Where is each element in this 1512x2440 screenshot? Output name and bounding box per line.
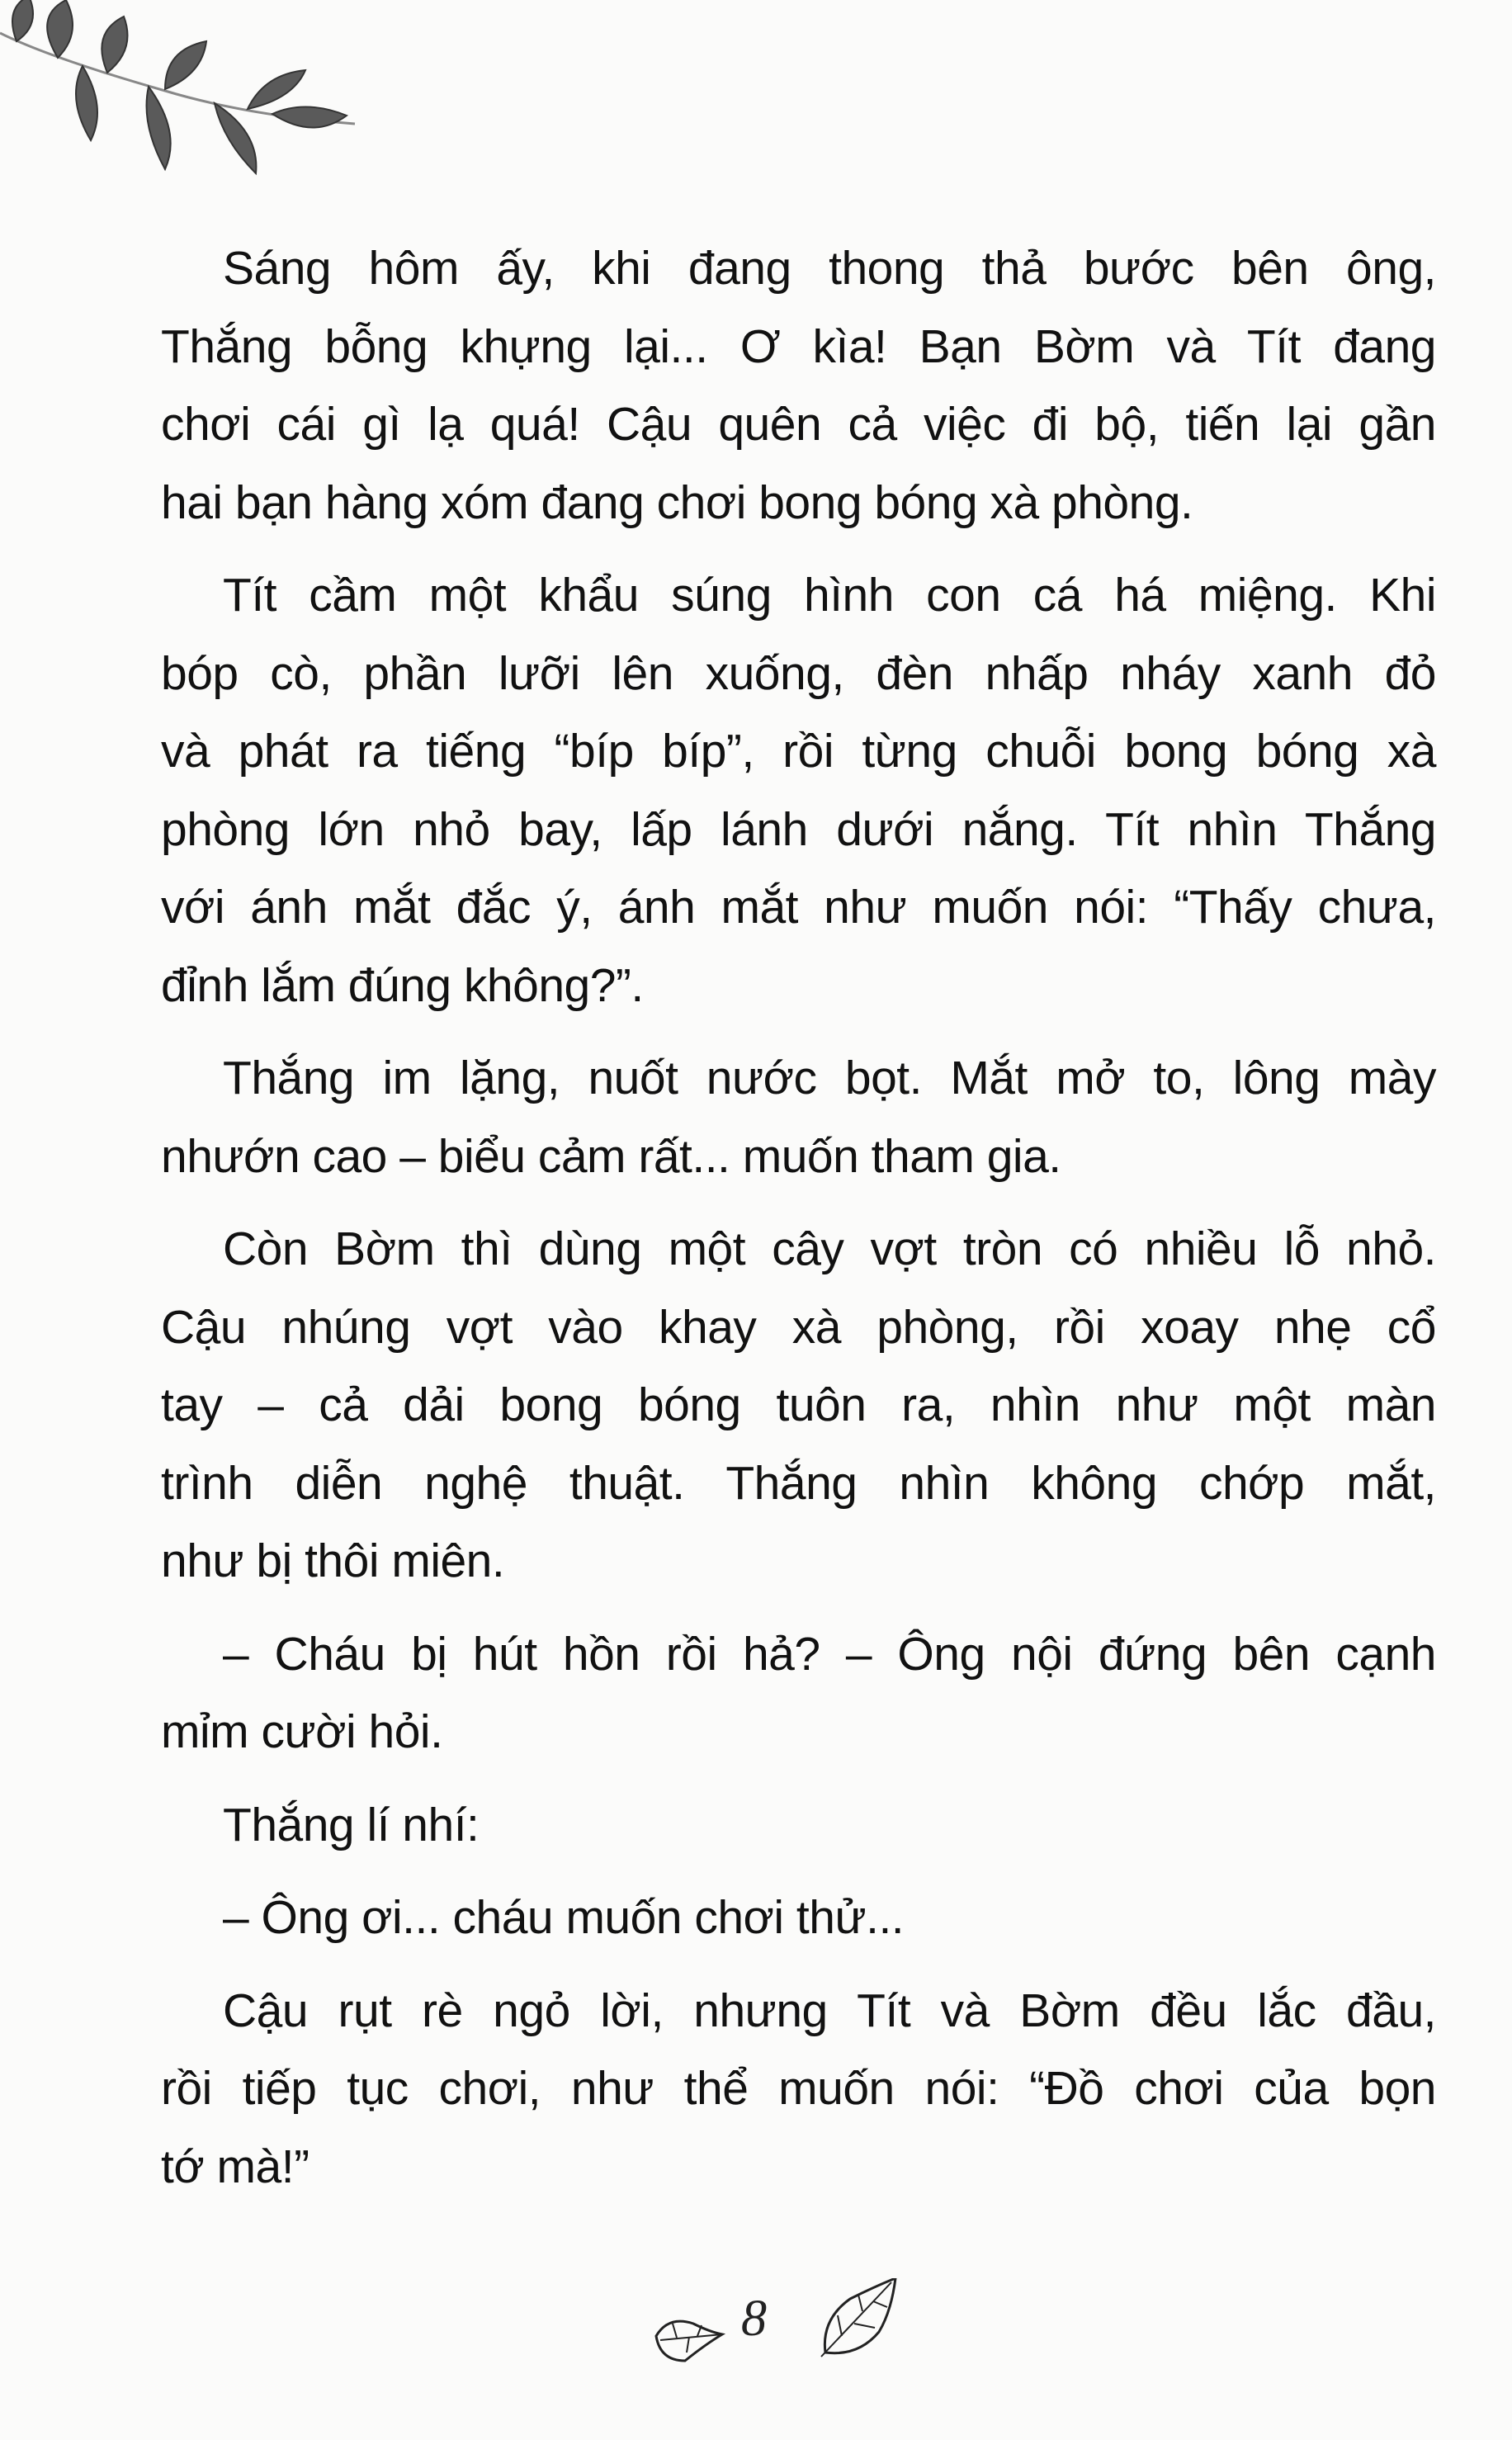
text-line: – Cháu bị hút hồn rồi hả? – Ông nội đứng bên cạnh [223, 1628, 1436, 1681]
leaf-branch-decoration [0, 0, 363, 190]
text-line: rồi tiếp tục chơi, như thể muốn nói: “Đồ chơi của bọn [161, 2062, 1436, 2115]
text-line: bóp cò, phần lưỡi lên xuống, đèn nhấp nháy xanh đỏ [161, 647, 1436, 700]
text-line: tớ mà!” [161, 2140, 309, 2193]
text-line: chơi cái gì lạ quá! Cậu quên cả việc đi bộ, tiến lại gần [161, 398, 1436, 451]
text-line: và phát ra tiếng “bíp bíp”, rồi từng chuỗi bong bóng xà [161, 725, 1436, 778]
text-line: – Ông ơi... cháu muốn chơi thử... [223, 1891, 905, 1944]
text-line: mỉm cười hỏi. [161, 1705, 443, 1758]
text-line: Cậu nhúng vợt vào khay xà phòng, rồi xoay nhẹ cổ [161, 1301, 1436, 1354]
text-line: Tít cầm một khẩu súng hình con cá há miệng. Khi [223, 569, 1436, 622]
text-line: như bị thôi miên. [161, 1534, 505, 1587]
text-line: nhướn cao – biểu cảm rất... muốn tham gia. [161, 1130, 1061, 1183]
text-line: Sáng hôm ấy, khi đang thong thả bước bên ông, [223, 242, 1436, 295]
text-line: đỉnh lắm đúng không?”. [161, 959, 644, 1012]
text-line: tay – cả dải bong bóng tuôn ra, nhìn như một màn [161, 1378, 1436, 1431]
text-line: Còn Bờm thì dùng một cây vợt tròn có nhiều lỗ nhỏ. [223, 1222, 1436, 1275]
page-footer [0, 2286, 1512, 2369]
text-line: phòng lớn nhỏ bay, lấp lánh dưới nắng. Tít nhìn Thắng [161, 803, 1436, 856]
text-line: với ánh mắt đắc ý, ánh mắt như muốn nói: “Thấy chưa, [161, 881, 1436, 934]
page-number: 8 [741, 2291, 767, 2347]
text-line: Thắng lí nhí: [223, 1799, 480, 1851]
leaf-icon-right [817, 2278, 900, 2361]
text-line: Cậu rụt rè ngỏ lời, nhưng Tít và Bờm đều lắc đầu, [223, 1984, 1436, 2037]
text-line: hai bạn hàng xóm đang chơi bong bóng xà phòng. [161, 476, 1193, 529]
leaf-icon-left [652, 2311, 726, 2369]
text-line: trình diễn nghệ thuật. Thắng nhìn không chớp mắt, [161, 1457, 1436, 1510]
text-line: Thắng bỗng khựng lại... Ơ kìa! Bạn Bờm và Tít đang [161, 320, 1436, 373]
text-line: Thắng im lặng, nuốt nước bọt. Mắt mở to, lông mày [223, 1052, 1436, 1104]
